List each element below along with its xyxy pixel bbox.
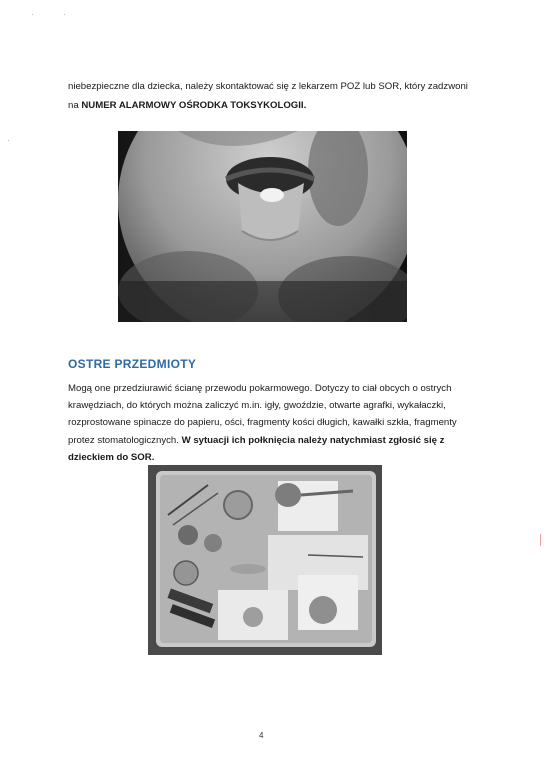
page-number: 4 <box>259 731 264 740</box>
intro-line-1: niebezpieczne dla dziecka, należy skontaktować się z lekarzem POZ lub SOR, który zadzwoni <box>68 81 468 92</box>
scan-speck <box>8 140 9 141</box>
intro-line-2-prefix: na <box>68 99 82 111</box>
sharp-objects-text: Mogą one przedziurawić ścianę przewodu pokarmowego. Dotyczy to ciał obcych o ostrych krawędziach, do których można zaliczyć m.in. igły, gwoździe, otwarte agrafki, wykałaczki, rozprostowane spinacze do papieru, ości, fragmenty kości długich, kawałki szkła, fragmenty protez stomatologicznych. <box>68 383 457 446</box>
sharp-objects-paragraph <box>68 380 478 466</box>
scan-speck <box>32 14 33 15</box>
intro-paragraph <box>68 78 488 115</box>
scan-speck <box>64 14 65 15</box>
section-heading: OSTRE PRZEDMIOTY <box>68 357 197 371</box>
sharp-objects-photo <box>148 465 382 655</box>
child-pill-photo <box>118 131 407 322</box>
alarm-number-emphasis: NUMER ALARMOWY OŚRODKA TOKSYKOLOGII. <box>81 99 307 111</box>
scan-margin-mark <box>540 534 541 546</box>
sharp-objects-warning: W sytuacji ich połknięcia należy natychmiast zgłosić się z dzieckiem do SOR. <box>68 434 445 463</box>
